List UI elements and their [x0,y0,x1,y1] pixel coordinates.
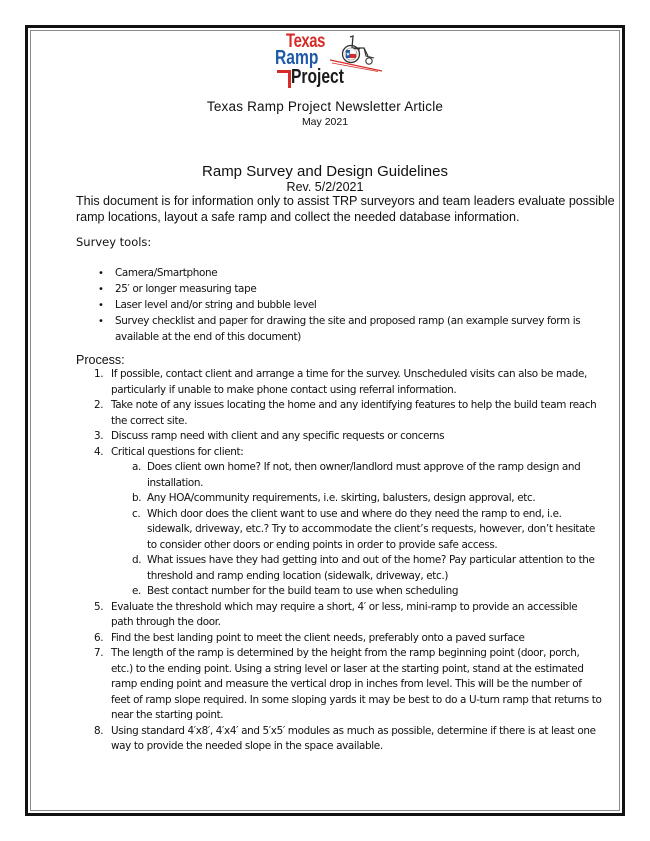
list-item [0,266,650,282]
article-title: Texas Ramp Project Newsletter Article [206,99,444,114]
question-b [111,491,602,507]
process-step-3 [0,429,650,445]
wheelchair-ramp-icon [330,34,382,72]
step-number: 7. [94,647,104,659]
sub-item-letter: c. [132,507,141,520]
bullet-icon: • [98,284,104,295]
process-step-6 [0,631,650,647]
sub-item-letter: e. [132,585,141,597]
document-revision: Rev. 5/2/2021 [286,180,364,194]
sub-item-text: What issues have they had getting into and out of the home? Pay particular attention to the threshold and ramp ending location (sidewalk, driveway, etc.) [147,554,595,582]
step-number: 8. [94,724,104,737]
bullet-icon: • [98,300,104,311]
process-step-2 [0,398,650,429]
step-text: Critical questions for client: [111,445,244,458]
step-text: The length of the ramp is determined by the height from the ramp beginning point (door, porch, etc.) to the ending point. Using a string level or laser at the starting point, stand at the estimated ramp ending point and measure the vertical drop in inches from level. This will be the number of feet of ramp slope required. In some sloping yards it may be best to do a U-turn ramp that returns to near the starting point. [111,647,602,721]
bullet-icon: • [98,268,104,279]
survey-tools-heading: Survey tools: [76,235,152,249]
step-number: 3. [94,430,104,442]
process-step-7 [0,646,650,724]
step-number: 5. [94,600,104,613]
sub-item-text: Which door does the client want to use and where do they need the ramp to end, i.e. sidewalk, driveway, etc.? Try to accommodate the client’s requests, however, don’t hesitate to consider other doors or ending points in order to provide safe access. [147,507,595,551]
list-item-text: Survey checklist and paper for drawing the site and proposed ramp (an example survey form is available at the end of this document) [115,315,581,343]
survey-tools-list [0,266,650,346]
step-number: 6. [94,631,104,644]
sub-item-letter: d. [132,554,142,566]
process-steps-list [0,367,650,755]
texas-ramp-project-logo [274,32,384,94]
list-item [0,314,650,345]
sub-item-letter: a. [132,461,141,473]
question-c [111,507,602,554]
sub-item-text: Best contact number for the build team to use when scheduling [147,585,459,597]
step-text: Using standard 4′x8′, 4′x4′ and 5′x5′ modules as much as possible, determine if there is at least one way to provide the needed slope in the space available. [111,724,596,752]
bullet-icon: • [98,316,104,327]
question-a [111,460,602,491]
step-text: Evaluate the threshold which may require a short, 4′ or less, mini-ramp to provide an accessible path through the door. [111,600,578,628]
intro-paragraph: This document is for information only to assist TRP surveyors and team leaders evaluate possible ramp locations, layout a safe ramp and collect the needed database information. [76,194,615,224]
step-number: 1. [94,368,104,380]
step-number: 4. [94,445,104,458]
question-d [111,553,602,584]
logo-bracket-mark [277,70,291,88]
document-title: Ramp Survey and Design Guidelines [202,163,448,180]
step-text: Take note of any issues locating the home and any identifying features to help the build team reach the correct site. [111,399,597,427]
logo-project-text: Project [291,66,344,88]
logo-ramp-text: Ramp [275,47,319,69]
sub-item-letter: b. [132,492,142,504]
logo-texas-text: Texas [286,31,325,52]
sub-item-text: Does client own home? If not, then owner/landlord must approve of the ramp design and installation. [147,461,581,489]
list-item-text: 25′ or longer measuring tape [115,283,257,295]
list-item [0,298,650,314]
list-item [0,282,650,298]
process-step-5 [0,600,650,631]
critical-questions-list [111,460,602,600]
list-item-text: Laser level and/or string and bubble level [115,299,317,311]
process-step-8 [0,724,650,755]
article-date: May 2021 [301,116,349,128]
process-heading: Process: [76,353,125,367]
step-text: Discuss ramp need with client and any specific requests or concerns [111,430,445,442]
step-number: 2. [94,399,104,411]
step-text: If possible, contact client and arrange a time for the survey. Unscheduled visits can also be made, particularly if unable to make phone contact using referral information. [111,368,588,396]
process-step-1 [0,367,650,398]
step-text: Find the best landing point to meet the client needs, preferably onto a paved surface [111,631,525,644]
process-step-4 [0,445,650,600]
question-e [111,584,602,600]
list-item-text: Camera/Smartphone [115,267,218,279]
sub-item-text: Any HOA/community requirements, i.e. skirting, balusters, design approval, etc. [147,492,536,504]
